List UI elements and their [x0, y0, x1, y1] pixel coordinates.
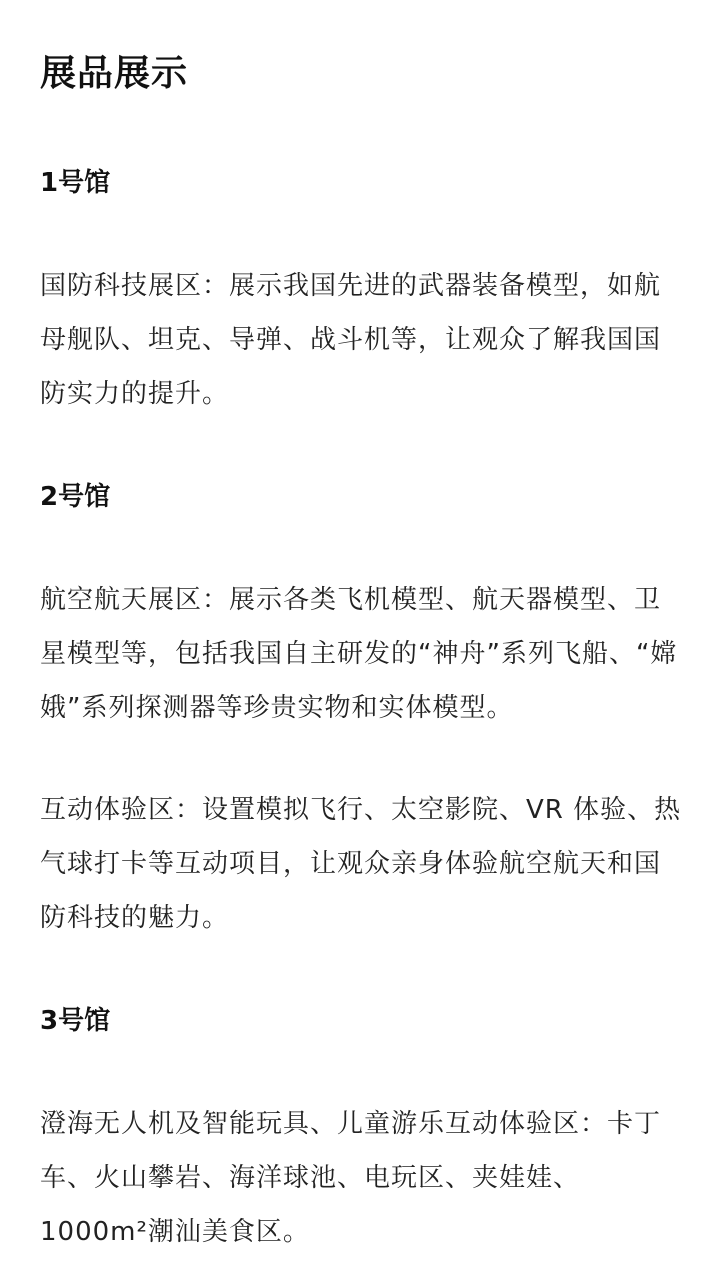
- hall-1-heading: 1号馆: [40, 168, 111, 198]
- hall-2-paragraph-1: 航空航天展区：展示各类飞机模型、航天器模型、卫星模型等，包括我国自主研发的“神舟”系列飞船、“嫦娥”系列探测器等珍贵实物和实体模型。: [40, 585, 678, 723]
- hall-2-paragraph-2: 互动体验区：设置模拟飞行、太空影院、VR 体验、热气球打卡等互动项目，让观众亲身体验航空航天和国防科技的魅力。: [40, 795, 682, 933]
- hall-3-heading: 3号馆: [40, 1006, 111, 1036]
- hall-3-paragraph-1: 澄海无人机及智能玩具、儿童游乐互动体验区：卡丁车、火山攀岩、海洋球池、电玩区、夹娃娃、1000m²潮汕美食区。: [40, 1109, 662, 1247]
- hall-1-paragraph-1: 国防科技展区：展示我国先进的武器装备模型，如航母舰队、坦克、导弹、战斗机等，让观众了解我国国防实力的提升。: [40, 271, 662, 409]
- page-title: 展品展示: [40, 53, 189, 94]
- hall-2-heading: 2号馆: [40, 482, 111, 512]
